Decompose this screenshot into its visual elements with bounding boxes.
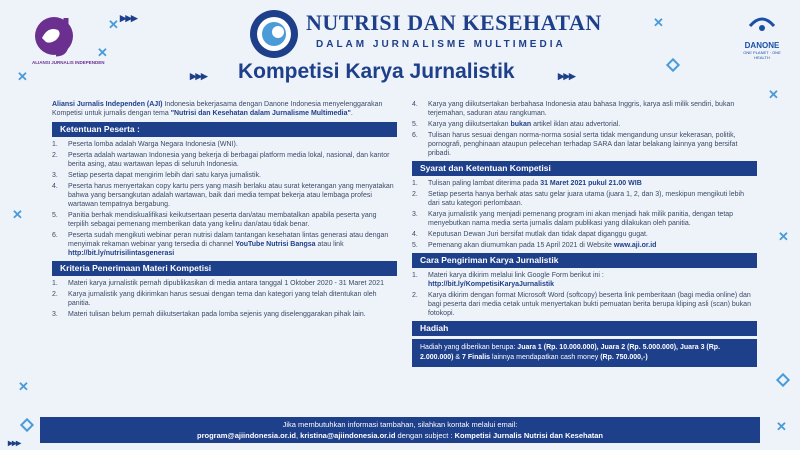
footer-line2 [40,430,760,441]
item-number: 3. [52,172,58,179]
prize-text: lainnya mendapatkan cash money [490,354,601,361]
item-text: Karya dikirim dengan format Microsoft Word (softcopy) beserta link pemberitaan (bagi media online) dan bagi peserta dari media cetak untuk menyertakan bukti pemuatan berita berupa kliping asli (scan) bukan fotokopi. [428,292,751,317]
list-item [52,279,397,288]
prize-finalists: 7 Finalis [462,354,491,361]
list-item [412,241,757,250]
intro-theme: "Nutrisi dan Kesehatan dalam Jurnalisme Multimedia" [170,110,351,117]
intro-end: . [350,110,353,117]
list-item [52,310,397,319]
list-item [412,179,757,188]
section-ketentuan-heading: Ketentuan Peserta : [52,122,397,137]
email-subject: Kompetisi Jurnalis Nutrisi dan Kesehatan [454,431,604,440]
ketentuan-list [52,140,397,229]
item-text: Keputusan Dewan Juri bersifat mutlak dan tidak dapat diganggu gugat. [428,231,648,238]
item-number: 4. [412,231,418,238]
nutrisi-logo [248,8,300,60]
header-subtitle: DALAM JURNALISME MULTIMEDIA [316,39,566,50]
cross-decoration-icon: ✕ [776,419,787,434]
syarat-list [412,190,757,239]
chevrons-decoration-icon: ▸▸▸ [558,68,575,83]
footer-line1: Jika membutuhkan informasi tambahan, silahkan kontak melalui email: [282,420,518,429]
item-text: Karya jurnalistik yang menjadi pemenang program ini akan menjadi hak milik panitia, dengan tetap menyebutkan nama media serta jurnalis dalam publikasi yang dilakukan oleh panitia. [428,211,734,227]
header-title: NUTRISI DAN KESEHATAN [306,10,602,35]
list-item [52,290,397,308]
item-text: artikel iklan atau advertorial. [531,121,621,128]
cross-decoration-icon: ✕ [17,69,28,84]
page-title: Kompetisi Karya Jurnalistik [238,60,515,83]
prize-amount: (Rp. 750.000,-) [600,354,648,361]
list-item [52,151,397,169]
item-number: 4. [412,101,418,108]
intro-paragraph [52,100,397,118]
cross-decoration-icon: ✕ [97,45,108,60]
list-item [412,291,757,318]
item-number: 1. [52,141,58,148]
cross-decoration-icon: ✕ [108,17,119,32]
item-text: Tulisan paling lambat diterima pada [428,180,541,187]
item-number: 5. [412,121,418,128]
diamond-decoration-icon [666,58,680,72]
item-number: 2. [412,191,418,198]
chevrons-decoration-icon: ▸▸▸ [120,10,137,25]
chevrons-decoration-icon: ▸▸▸ [190,68,207,83]
list-item [412,131,757,158]
footer-separator: , [295,431,301,440]
item-text: Karya yang diikutsertakan [428,121,511,128]
item-number: 6. [412,132,418,139]
section-kriteria-heading: Kriteria Penerimaan Materi Kompetisi [52,261,397,276]
google-form-link[interactable]: http://bit.ly/KompetisiKaryaJurnalistik [428,281,555,288]
intro-body: Indonesia bekerjasama dengan Danone Indonesia menyelenggarakan Kompetisi untuk jurnalis dengan tema [52,101,383,117]
item-number: 1. [52,280,58,287]
webinar-link[interactable]: http://bit.ly/nutrisilintasgenerasi [68,250,175,257]
cross-decoration-icon: ✕ [12,207,23,222]
prize-box [412,339,757,367]
list-item [52,182,397,209]
left-column [52,100,397,321]
item-number: 4. [52,183,58,190]
item-number: 5. [412,242,418,249]
prize-text: & [453,354,463,361]
item-text: Materi karya jurnalistik pernah dipublikasikan di media antara tanggal 1 Oktober 2020 - 31 Maret 2021 [68,280,384,287]
item-bold: bukan [510,121,532,128]
item-text: Pemenang akan diumumkan pada 15 April 2021 di Website [428,242,614,249]
prize-winners: Juara 1 (Rp. 10.000.000), Juara 2 (Rp. 5.000.000), Juara 3 (Rp. 2.000.000) [420,344,721,361]
deadline: 31 Maret 2021 pukul 21.00 WIB [540,180,642,187]
item-text: Materi karya dikirim melalui link Google Form berikut ini : [428,272,604,279]
list-item [412,190,757,208]
email-kristina-link[interactable]: kristina@ajiindonesia.or.id [300,431,396,440]
cross-decoration-icon: ✕ [653,15,664,30]
list-item [412,120,757,129]
cross-decoration-icon: ✕ [768,87,779,102]
item-number: 1. [412,272,418,279]
cross-decoration-icon: ✕ [778,229,789,244]
list-item [52,171,397,180]
list-item [412,210,757,228]
item-text: Setiap peserta dapat mengirim lebih dari satu karya jurnalistik. [68,172,261,179]
item-text: Setiap peserta hanya berhak atas satu gelar juara utama (juara 1, 2, dan 3), meskipun mengikuti lebih dari satu kategori perlombaan. [428,191,744,207]
footer-text: dengan subject : [395,431,455,440]
item-text: Peserta harus menyertakan copy kartu pers yang masih berlaku atau surat keterangan yang menyatakan bahwa yang bersangkutan adalah wartawan, baik dari media tempat bekerja atau lembaga profesi wartawan tempatnya bergabung. [68,183,394,208]
right-column [412,100,757,367]
intro-org: Aliansi Jurnalis Independen (AJI) [52,101,163,108]
footer-contact [40,417,760,443]
section-cara-heading: Cara Pengiriman Karya Jurnalistik [412,253,757,268]
item-number: 2. [52,152,58,159]
item-text: Panitia berhak mendiskualifikasi keikutsertaan peserta dan/atau membatalkan apabila peserta yang terpilih sebagai pemenang memberikan data yang keliru dan/atau tidak benar. [68,212,377,228]
item-text: Karya yang diikutsertakan berbahasa Indonesia atau bahasa Inggris, karya asli milik sendiri, bukan terjemahan, saduran atau rangkuman. [428,101,735,117]
section-hadiah-heading: Hadiah [412,321,757,336]
danone-logo [738,8,786,60]
list-item [52,140,397,149]
item-number: 6. [52,232,58,239]
danone-mark-icon [747,8,777,36]
danone-slogan: ONE PLANET · ONE HEALTH [743,50,781,60]
item-text: Karya jurnalistik yang dikirimkan harus sesuai dengan tema dan kategori yang telah ditentukan oleh panitia. [68,291,377,307]
list-item [412,100,757,118]
aji-logo-text: ALIANSI JURNALIS INDEPENDEN [32,60,105,65]
diamond-decoration-icon [776,373,790,387]
youtube-channel: YouTube Nutrisi Bangsa [235,241,316,248]
website-link[interactable]: www.aji.or.id [613,242,657,249]
item-text: atau link [315,241,344,248]
item-number: 3. [412,211,418,218]
item-text: Peserta lomba adalah Warga Negara Indonesia (WNI). [68,141,238,148]
item-text: Peserta sudah mengikuti webinar peran nutrisi dalam tantangan kesehatan lintas generasi atau dengan menyimak rekaman webinar yang tersedia di channel [68,232,389,248]
prize-text: Hadiah yang diberikan berupa: [420,344,518,351]
kriteria-list [52,279,397,319]
item-text: Materi tulisan belum pernah diikutsertakan pada lomba sejenis yang diselenggarakan pihak lain. [68,311,366,318]
item-number: 5. [52,212,58,219]
item-text: Tulisan harus sesuai dengan norma-norma sosial serta tidak mengandung unsur kekerasan, politik, pornografi, penghinaan ataupun pelecehan terhadap SARA dan latar belakang lainnya yang bersifat pribadi. [428,132,738,157]
email-program-link[interactable]: program@ajiindonesia.or.id [196,431,296,440]
section-syarat-heading: Syarat dan Ketentuan Kompetisi [412,161,757,176]
cross-decoration-icon: ✕ [18,379,29,394]
danone-name: DANONE [744,41,780,50]
chevrons-decoration-icon: ▸▸▸ [8,438,21,449]
list-item [412,271,757,289]
item-number: 1. [412,180,418,187]
list-item [52,211,397,229]
list-item [412,230,757,239]
diamond-decoration-icon [20,418,34,432]
aji-logo [28,14,105,66]
list-item [52,231,397,258]
item-number: 2. [412,292,418,299]
item-text: Peserta adalah wartawan Indonesia yang bekerja di berbagai platform media lokal, nasional, dan kantor berita asing, atau wartawan lepas di seluruh Indonesia. [68,152,390,168]
item-number: 3. [52,311,58,318]
item-number: 2. [52,291,58,298]
